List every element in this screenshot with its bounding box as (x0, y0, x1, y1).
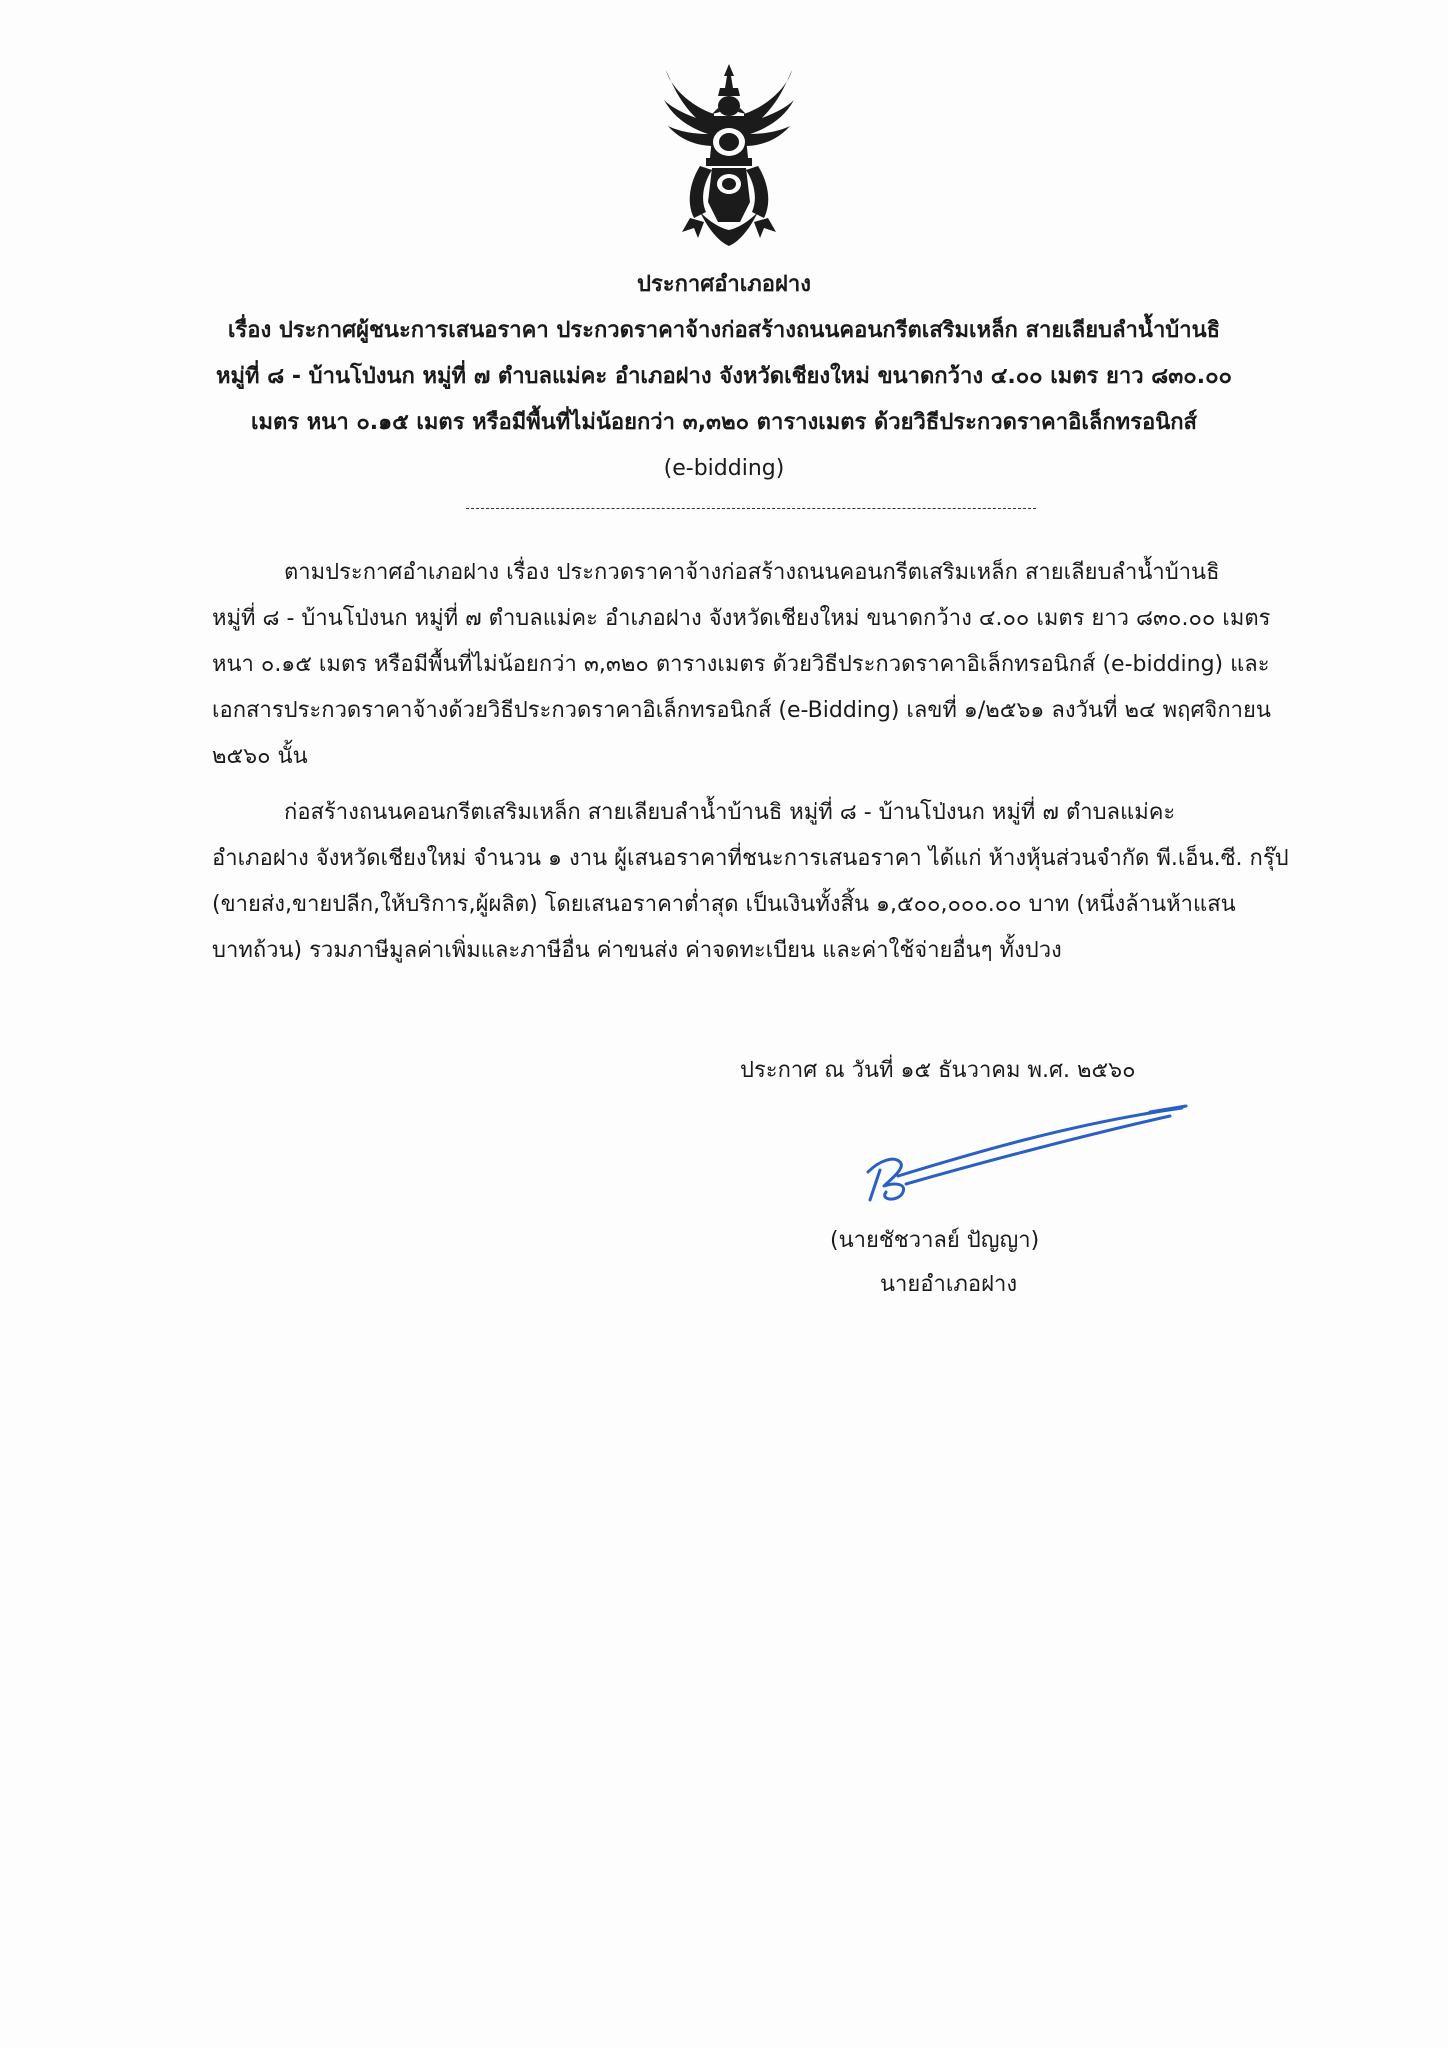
paragraph-winner (212, 790, 1320, 974)
subject-line-4: (e-bidding) (663, 456, 785, 481)
paragraph-line: หนา ๐.๑๕ เมตร หรือมีพื้นที่ไม่น้อยกว่า ๓,๓๒๐ ตารางเมตร ด้วยวิธีประกวดราคาอิเล็กทรอนิกส์ (e-bidding) และ (212, 652, 1270, 677)
paragraph-line: บาทถ้วน) รวมภาษีมูลค่าเพิ่มและภาษีอื่น ค่าขนส่ง ค่าจดทะเบียน และค่าใช้จ่ายอื่นๆ ทั้งปวง (212, 938, 1062, 963)
paragraph-line: ตามประกาศอำเภอฝาง เรื่อง ประกวดราคาจ้างก่อสร้างถนนคอนกรีตเสริมเหล็ก สายเลียบลำน้ำบ้านธิ (284, 560, 1220, 585)
subject-line-3: เมตร หนา ๐.๑๕ เมตร หรือมีพื้นที่ไม่น้อยกว่า ๓,๓๒๐ ตารางเมตร ด้วยวิธีประกวดราคาอิเล็กทรอนิกส์ (251, 410, 1197, 435)
garuda-emblem-icon (660, 62, 798, 248)
paragraph-line: (ขายส่ง,ขายปลีก,ให้บริการ,ผู้ผลิต) โดยเสนอราคาต่ำสุด เป็นเงินทั้งสิ้น ๑,๕๐๐,๐๐๐.๐๐ บาท (หนึ่งล้านห้าแสน (212, 892, 1236, 917)
paragraph-line: ก่อสร้างถนนคอนกรีตเสริมเหล็ก สายเลียบลำน้ำบ้านธิ หมู่ที่ ๘ - บ้านโป่งนก หมู่ที่ ๗ ตำบลแม่คะ (284, 800, 1176, 825)
subject-line-1: เรื่อง ประกาศผู้ชนะการเสนอราคา ประกวดราคาจ้างก่อสร้างถนนคอนกรีตเสริมเหล็ก สายเลียบลำน้ำบ้านธิ (227, 318, 1221, 343)
paragraph-line: หมู่ที่ ๘ - บ้านโป่งนก หมู่ที่ ๗ ตำบลแม่คะ อำเภอฝาง จังหวัดเชียงใหม่ ขนาดกว้าง ๔.๐๐ เมตร ยาว ๘๓๐.๐๐ เมตร (212, 606, 1271, 631)
subject-line-2: หมู่ที่ ๘ - บ้านโป่งนก หมู่ที่ ๗ ตำบลแม่คะ อำเภอฝาง จังหวัดเชียงใหม่ ขนาดกว้าง ๔.๐๐ เมตร ยาว ๘๓๐.๐๐ (216, 364, 1232, 389)
signer-title: นายอำเภอฝาง (880, 1272, 1018, 1297)
signer-name: (นายชัชวาลย์ ปัญญา) (830, 1228, 1040, 1253)
paragraph-reference (212, 550, 1320, 780)
dashed-divider (466, 508, 1036, 509)
announcement-title: ประกาศอำเภอฝาง (636, 272, 812, 297)
paragraph-line: อำเภอฝาง จังหวัดเชียงใหม่ จำนวน ๑ งาน ผู้เสนอราคาที่ชนะการเสนอราคา ได้แก่ ห้างหุ้นส่วนจำกัด พี.เอ็น.ซี. กรุ๊ป (212, 846, 1289, 871)
announcement-date: ประกาศ ณ วันที่ ๑๕ ธันวาคม พ.ศ. ๒๕๖๐ (740, 1058, 1136, 1083)
paragraph-line: เอกสารประกวดราคาจ้างด้วยวิธีประกวดราคาอิเล็กทรอนิกส์ (e-Bidding) เลขที่ ๑/๒๕๖๑ ลงวันที่ ๒๔ พฤศจิกายน (212, 698, 1271, 723)
announcement-header (150, 262, 1298, 492)
paragraph-line: ๒๕๖๐ นั้น (212, 744, 308, 769)
handwritten-signature (850, 1100, 1190, 1220)
